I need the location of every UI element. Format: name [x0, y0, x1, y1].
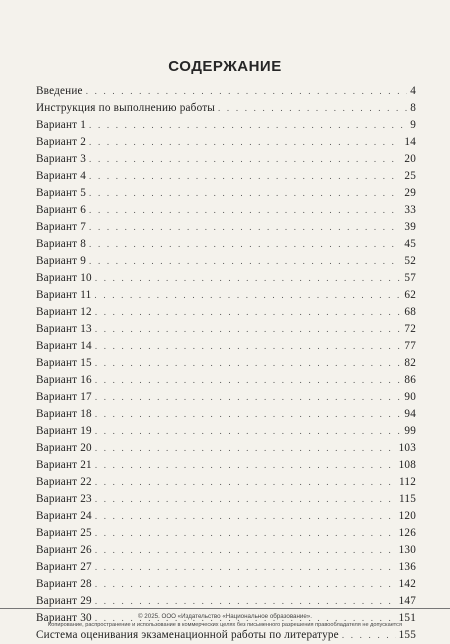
- toc-entry: [36, 304, 416, 321]
- footer-copyright: © 2025. ООО «Издательство «Национальное образование».: [138, 613, 312, 620]
- toc-entry-label: Вариант 17: [36, 391, 92, 403]
- page-title: СОДЕРЖАНИЕ: [168, 58, 282, 75]
- toc-entry: [36, 576, 416, 593]
- toc-entry-label: Вариант 11: [36, 289, 92, 301]
- toc-leader-dots: [89, 219, 401, 236]
- toc-entry-label: Инструкция по выполнению работы: [36, 102, 216, 114]
- toc-entry-page: 4: [410, 85, 416, 97]
- toc-entry-label: Вариант 18: [36, 408, 92, 420]
- toc-entry-label: Введение: [36, 85, 83, 97]
- toc-entry: [36, 491, 416, 508]
- toc-entry-label: Вариант 10: [36, 272, 92, 284]
- toc-entry-page: 14: [404, 136, 416, 148]
- toc-leader-dots: [95, 389, 402, 406]
- toc-entry-page: 39: [404, 221, 416, 233]
- toc-entry-page: 20: [404, 153, 416, 165]
- toc-entry: [36, 185, 416, 202]
- toc-entry-label: Вариант 5: [36, 187, 87, 199]
- toc-entry-page: 126: [398, 527, 416, 539]
- toc-entry-label: Вариант 30: [36, 612, 92, 624]
- page-footer: [0, 608, 450, 630]
- toc-entry-page: 99: [404, 425, 416, 437]
- toc-entry-page: 120: [398, 510, 416, 522]
- toc-entry-page: 33: [404, 204, 416, 216]
- toc-entry-label: Вариант 13: [36, 323, 92, 335]
- toc-entry-page: 108: [398, 459, 416, 471]
- toc-entry: [36, 168, 416, 185]
- toc-entry: [36, 559, 416, 576]
- toc-leader-dots: [89, 117, 407, 134]
- toc-leader-dots: [89, 134, 401, 151]
- toc-entry-page: 151: [398, 612, 416, 624]
- toc-entry-page: 45: [404, 238, 416, 250]
- toc-entry: [36, 372, 416, 389]
- toc-entry-page: 112: [399, 476, 416, 488]
- toc-entry-page: 103: [398, 442, 416, 454]
- toc-entry-label: Вариант 21: [36, 459, 92, 471]
- toc-entry: [36, 117, 416, 134]
- toc-entry-page: 62: [404, 289, 416, 301]
- toc-entry: [36, 457, 416, 474]
- toc-entry-page: 147: [398, 595, 416, 607]
- toc-entry-label: Вариант 16: [36, 374, 92, 386]
- footer-notice: Копирование, распространение и использование в коммерческих целях без письменного разрешения правообладателя не допускается: [48, 622, 402, 628]
- toc-leader-dots: [95, 508, 396, 525]
- toc-entry: [36, 134, 416, 151]
- toc-entry-label: Вариант 20: [36, 442, 92, 454]
- toc-entry-page: 115: [399, 493, 416, 505]
- toc-leader-dots: [95, 491, 396, 508]
- toc-entry-page: 155: [398, 629, 416, 641]
- toc-entry-page: 9: [410, 119, 416, 131]
- toc-leader-dots: [95, 525, 396, 542]
- toc-entry-label: Вариант 15: [36, 357, 92, 369]
- toc-leader-dots: [218, 100, 407, 117]
- toc-leader-dots: [95, 423, 402, 440]
- toc-leader-dots: [95, 270, 402, 287]
- toc-leader-dots: [89, 202, 401, 219]
- toc-entry: [36, 542, 416, 559]
- toc-entry-label: Вариант 12: [36, 306, 92, 318]
- toc-leader-dots: [95, 542, 396, 559]
- toc-entry: [36, 525, 416, 542]
- toc-entry: [36, 321, 416, 338]
- toc-leader-dots: [89, 151, 401, 168]
- toc-entry-label: Вариант 9: [36, 255, 87, 267]
- toc-leader-dots: [95, 457, 396, 474]
- toc-leader-dots: [86, 83, 408, 100]
- toc-entry: [36, 508, 416, 525]
- toc-entry: [36, 202, 416, 219]
- toc-leader-dots: [89, 168, 401, 185]
- toc-entry-page: 72: [404, 323, 416, 335]
- toc-entry-page: 82: [404, 357, 416, 369]
- toc-entry-page: 77: [404, 340, 416, 352]
- toc-leader-dots: [89, 185, 401, 202]
- toc-entry-label: Вариант 27: [36, 561, 92, 573]
- toc-leader-dots: [95, 338, 402, 355]
- toc-entry-page: 8: [410, 102, 416, 114]
- toc-entry-page: 90: [404, 391, 416, 403]
- toc-entry-page: 86: [404, 374, 416, 386]
- toc-entry-label: Вариант 25: [36, 527, 92, 539]
- toc-entry: [36, 440, 416, 457]
- toc-leader-dots: [95, 321, 402, 338]
- toc-entry: [36, 423, 416, 440]
- toc-entry-label: Система оценивания экзаменационной работы по литературе: [36, 629, 339, 641]
- toc-leader-dots: [95, 372, 402, 389]
- toc-entry: [36, 406, 416, 423]
- toc-leader-dots: [95, 559, 396, 576]
- toc-entry: [36, 287, 416, 304]
- toc-entry: [36, 355, 416, 372]
- toc-entry-label: Вариант 22: [36, 476, 92, 488]
- toc-leader-dots: [89, 253, 401, 270]
- toc-entry-page: 68: [404, 306, 416, 318]
- toc-entry: [36, 236, 416, 253]
- toc-entry-label: Вариант 14: [36, 340, 92, 352]
- toc-entry-label: Вариант 19: [36, 425, 92, 437]
- toc-leader-dots: [95, 355, 402, 372]
- toc-entry-page: 136: [398, 561, 416, 573]
- toc-leader-dots: [95, 474, 396, 491]
- toc-entry-label: Вариант 28: [36, 578, 92, 590]
- toc-entry: [36, 100, 416, 117]
- toc-entry-label: Вариант 8: [36, 238, 87, 250]
- toc-leader-dots: [95, 406, 402, 423]
- toc-entry-page: 130: [398, 544, 416, 556]
- toc-entry-page: 25: [404, 170, 416, 182]
- toc-entry: [36, 389, 416, 406]
- table-of-contents: [36, 83, 416, 644]
- toc-entry-label: Вариант 29: [36, 595, 92, 607]
- toc-entry-page: 142: [398, 578, 416, 590]
- toc-leader-dots: [95, 304, 402, 321]
- toc-entry: [36, 474, 416, 491]
- toc-entry-label: Вариант 2: [36, 136, 87, 148]
- toc-entry: [36, 253, 416, 270]
- toc-entry-page: 57: [404, 272, 416, 284]
- toc-entry-label: Вариант 7: [36, 221, 87, 233]
- toc-entry-label: Вариант 24: [36, 510, 92, 522]
- toc-entry: [36, 270, 416, 287]
- toc-entry-label: Вариант 4: [36, 170, 87, 182]
- toc-entry-page: 29: [404, 187, 416, 199]
- toc-leader-dots: [94, 287, 401, 304]
- toc-leader-dots: [95, 440, 396, 457]
- toc-entry: [36, 338, 416, 355]
- toc-entry-label: Вариант 26: [36, 544, 92, 556]
- toc-entry: [36, 219, 416, 236]
- toc-entry-label: Вариант 1: [36, 119, 87, 131]
- toc-entry-page: 94: [404, 408, 416, 420]
- toc-entry-label: Вариант 6: [36, 204, 87, 216]
- toc-entry-label: Вариант 3: [36, 153, 87, 165]
- toc-entry-label: Вариант 23: [36, 493, 92, 505]
- toc-leader-dots: [95, 576, 396, 593]
- toc-entry: [36, 83, 416, 100]
- toc-entry: [36, 151, 416, 168]
- toc-entry-page: 52: [404, 255, 416, 267]
- toc-leader-dots: [89, 236, 401, 253]
